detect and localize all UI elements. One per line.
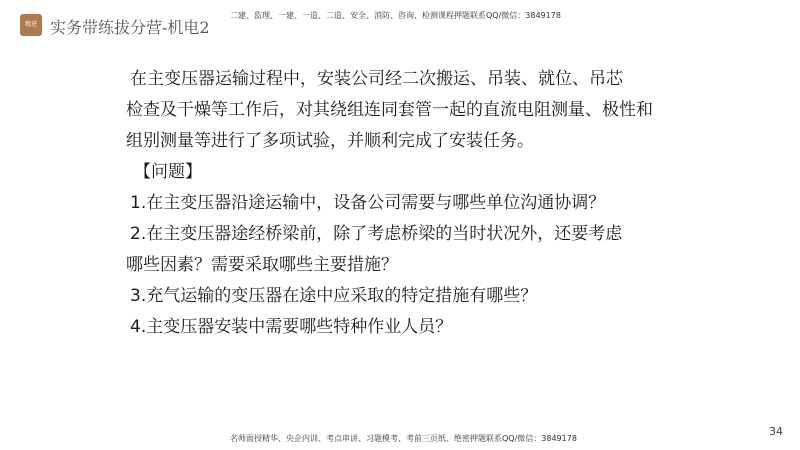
logo <box>20 14 42 36</box>
question-3: 3.充气运输的变压器在途中应采取的特定措施有哪些？ <box>130 286 538 306</box>
logo-text: 精进 <box>24 21 37 28</box>
background-line-3: 组别测量等进行了多项试验，并顺利完成了安装任务。 <box>126 131 534 151</box>
question-2-continued: 哪些因素？需要采取哪些主要措施？ <box>126 255 398 275</box>
question-4: 4.主变压器安装中需要哪些特种作业人员？ <box>130 317 453 337</box>
question-1: 1.在主变压器沿途运输中，设备公司需要与哪些单位沟通协调？ <box>130 193 606 213</box>
course-title: 实务带练拔分营-机电2 <box>50 18 210 37</box>
top-banner: 二建、监理、一建、一造、二造、安全、消防、咨询、检测课程押题联系QQ/微信：3849178 <box>230 11 561 20</box>
background-line-2: 检查及干燥等工作后，对其绕组连同套管一起的直流电阻测量、极性和 <box>126 100 653 120</box>
bottom-banner: 名师面授精华、央企内训、考点串讲、习题模考、考前三页纸、绝密押题联系QQ/微信：3849178 <box>230 434 577 443</box>
questions-heading: 【问题】 <box>134 162 202 182</box>
page-number: 34 <box>769 425 783 438</box>
question-2: 2.在主变压器途经桥梁前，除了考虑桥梁的当时状况外，还要考虑 <box>130 224 623 244</box>
background-line-1: 在主变压器运输过程中，安装公司经二次搬运、吊装、就位、吊芯 <box>130 69 623 89</box>
slide-content <box>126 64 686 343</box>
